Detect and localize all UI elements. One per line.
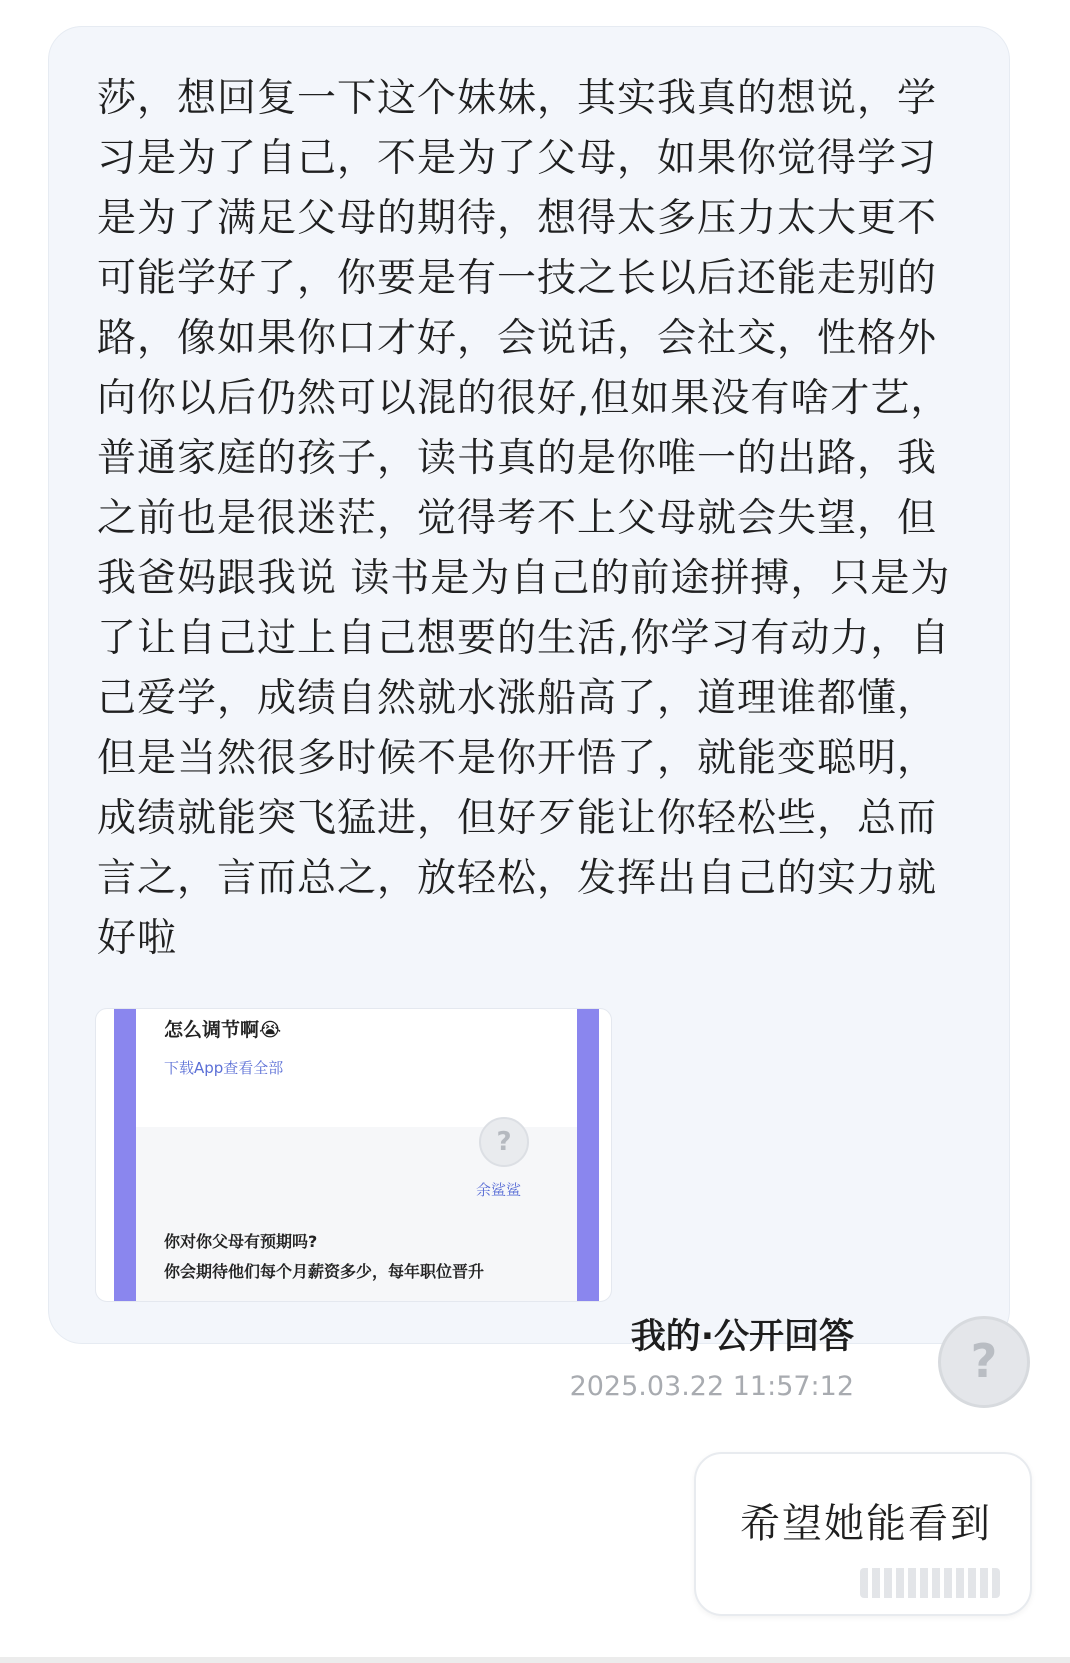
watermark: [860, 1568, 1000, 1598]
reply-timestamp: 2025.03.22 11:57:12: [569, 1371, 854, 1402]
message-text: 莎，想回复一下这个妹妹，其实我真的想说，学习是为了自己，不是为了父母，如果你觉得学习是为了满足父母的期待，想得太多压力太大更不可能学好了，你要是有一技之长以后还能走别的路，像如果你口才好，会说话，会社交，性格外向你以后仍然可以混的很好,但如果没有啥才艺，普通家庭的孩子，读书真的是你唯一的出路，我之前也是很迷茫，觉得考不上父母就会失望，但我爸妈跟我说 读书是为自己的前途拼搏，只是为了让自己过上自己想要的生活,你学习有动力，自己爱学，成绩自然就水涨船高了，道理谁都懂，但是当然很多时候不是你开悟了，就能变聪明，成绩就能突飞猛进，但好歹能让你轻松些，总而言之，言而总之，放轻松，发挥出自己的实力就好啦: [97, 76, 951, 961]
preview-right-border: [577, 1009, 599, 1301]
question-preview-card[interactable]: [95, 1008, 612, 1302]
preview-username: 余鲨鲨: [476, 1181, 522, 1199]
preview-left-border: [114, 1009, 136, 1301]
message-card: [48, 26, 1010, 1344]
reply-bubble[interactable]: [694, 1452, 1032, 1616]
download-app-link[interactable]: 下载App查看全部: [164, 1059, 284, 1077]
reply-header: [570, 1312, 854, 1408]
preview-text-line-1: 你对你父母有预期吗?: [164, 1232, 318, 1251]
preview-question-title: 怎么调节啊😭: [164, 1019, 282, 1041]
avatar[interactable]: ?: [938, 1316, 1030, 1408]
preview-text-line-2: 你会期待他们每个月薪资多少，每年职位晋升: [164, 1262, 485, 1281]
reply-title: 我的·公开回答: [630, 1317, 854, 1357]
preview-user-avatar: ?: [479, 1117, 529, 1167]
bottom-divider: [0, 1657, 1070, 1663]
reply-text: 希望她能看到: [740, 1501, 992, 1547]
